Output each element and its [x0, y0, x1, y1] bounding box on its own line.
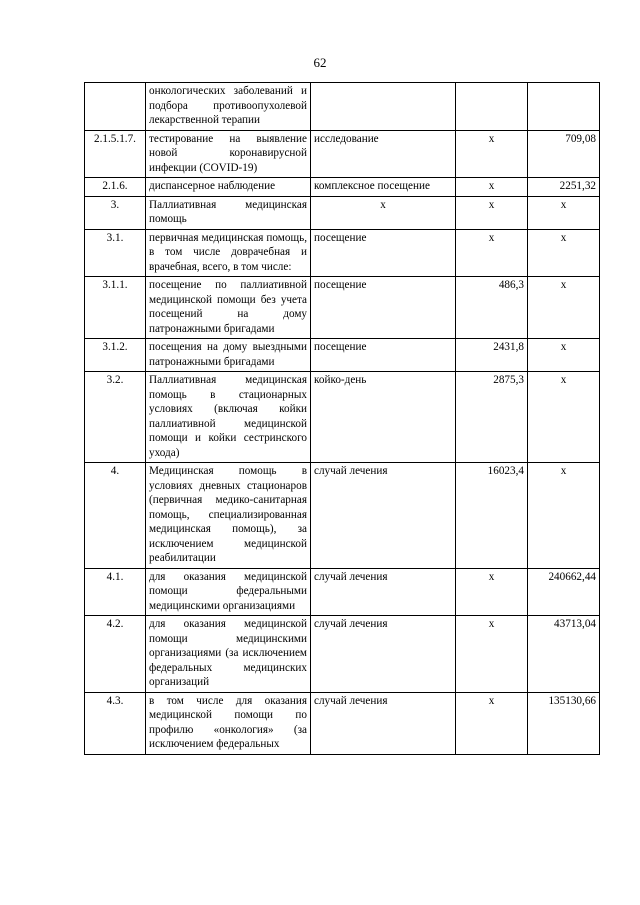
row-name-cell: онкологических заболеваний и подбора противоопухолевой лекарственной терапии — [146, 83, 311, 131]
row-unit-cell: случай лечения — [311, 568, 456, 616]
row-name-cell: Медицинская помощь в условиях дневных стационаров (первичная медико-санитарная помощь, специализированная медицинская помощь), за исключением медицинской реабилитации — [146, 463, 311, 569]
row-cost-cell: х — [528, 229, 600, 277]
row-volume-cell: х — [456, 616, 528, 693]
row-number-cell: 3.1.2. — [85, 339, 146, 372]
row-cost-cell: 135130,66 — [528, 692, 600, 754]
table-row — [85, 372, 600, 463]
row-unit-cell: посещение — [311, 339, 456, 372]
row-cost-cell: х — [528, 463, 600, 569]
row-volume-cell: 2875,3 — [456, 372, 528, 463]
row-unit-cell — [311, 83, 456, 131]
row-volume-cell: х — [456, 692, 528, 754]
table-body — [85, 83, 600, 755]
table-row — [85, 83, 600, 131]
row-name-cell: в том числе для оказания медицинской помощи по профилю «онкология» (за исключением федеральных — [146, 692, 311, 754]
row-number-cell: 3.2. — [85, 372, 146, 463]
row-name-cell: Паллиативная медицинская помощь в стационарных условиях (включая койки паллиативной медицинской помощи и койки сестринского ухода) — [146, 372, 311, 463]
table-row — [85, 616, 600, 693]
row-name-cell: для оказания медицинской помощи медицинскими организациями (за исключением федеральных медицинских организаций — [146, 616, 311, 693]
row-name-cell: тестирование на выявление новой коронавирусной инфекции (COVID-19) — [146, 130, 311, 178]
table-row — [85, 229, 600, 277]
row-volume-cell: х — [456, 178, 528, 197]
row-name-cell: Паллиативная медицинская помощь — [146, 196, 311, 229]
row-volume-cell: 486,3 — [456, 277, 528, 339]
table-row — [85, 178, 600, 197]
row-volume-cell: х — [456, 130, 528, 178]
row-unit-cell: койко-день — [311, 372, 456, 463]
row-number-cell: 4.2. — [85, 616, 146, 693]
row-name-cell: диспансерное наблюдение — [146, 178, 311, 197]
row-unit-cell: х — [311, 196, 456, 229]
row-cost-cell: 43713,04 — [528, 616, 600, 693]
table-row — [85, 130, 600, 178]
row-unit-cell: комплексное посещение — [311, 178, 456, 197]
table-row — [85, 277, 600, 339]
table-row — [85, 196, 600, 229]
row-number-cell: 2.1.6. — [85, 178, 146, 197]
row-name-cell: для оказания медицинской помощи федеральными медицинскими организациями — [146, 568, 311, 616]
row-cost-cell: 240662,44 — [528, 568, 600, 616]
row-unit-cell: исследование — [311, 130, 456, 178]
document-table — [84, 82, 600, 755]
row-cost-cell: х — [528, 196, 600, 229]
table-row — [85, 692, 600, 754]
row-unit-cell: случай лечения — [311, 463, 456, 569]
row-cost-cell: 709,08 — [528, 130, 600, 178]
row-number-cell — [85, 83, 146, 131]
row-number-cell: 4.3. — [85, 692, 146, 754]
row-cost-cell: х — [528, 277, 600, 339]
row-unit-cell: случай лечения — [311, 616, 456, 693]
table-row — [85, 568, 600, 616]
row-volume-cell: х — [456, 196, 528, 229]
row-name-cell: первичная медицинская помощь, в том числе доврачебная и врачебная, всего, в том числе: — [146, 229, 311, 277]
row-volume-cell: х — [456, 568, 528, 616]
row-number-cell: 4.1. — [85, 568, 146, 616]
row-volume-cell: 16023,4 — [456, 463, 528, 569]
row-volume-cell — [456, 83, 528, 131]
row-number-cell: 3.1.1. — [85, 277, 146, 339]
row-unit-cell: посещение — [311, 229, 456, 277]
row-number-cell: 2.1.5.1.7. — [85, 130, 146, 178]
row-cost-cell: х — [528, 372, 600, 463]
row-name-cell: посещение по паллиативной медицинской помощи без учета посещений на дому патронажными бригадами — [146, 277, 311, 339]
row-volume-cell: х — [456, 229, 528, 277]
row-unit-cell: посещение — [311, 277, 456, 339]
row-name-cell: посещения на дому выездными патронажными бригадами — [146, 339, 311, 372]
table-row — [85, 339, 600, 372]
row-cost-cell — [528, 83, 600, 131]
page-number: 62 — [313, 55, 327, 70]
row-number-cell: 3. — [85, 196, 146, 229]
row-number-cell: 3.1. — [85, 229, 146, 277]
row-cost-cell: 2251,32 — [528, 178, 600, 197]
row-unit-cell: случай лечения — [311, 692, 456, 754]
row-volume-cell: 2431,8 — [456, 339, 528, 372]
table-row — [85, 463, 600, 569]
row-number-cell: 4. — [85, 463, 146, 569]
row-cost-cell: х — [528, 339, 600, 372]
